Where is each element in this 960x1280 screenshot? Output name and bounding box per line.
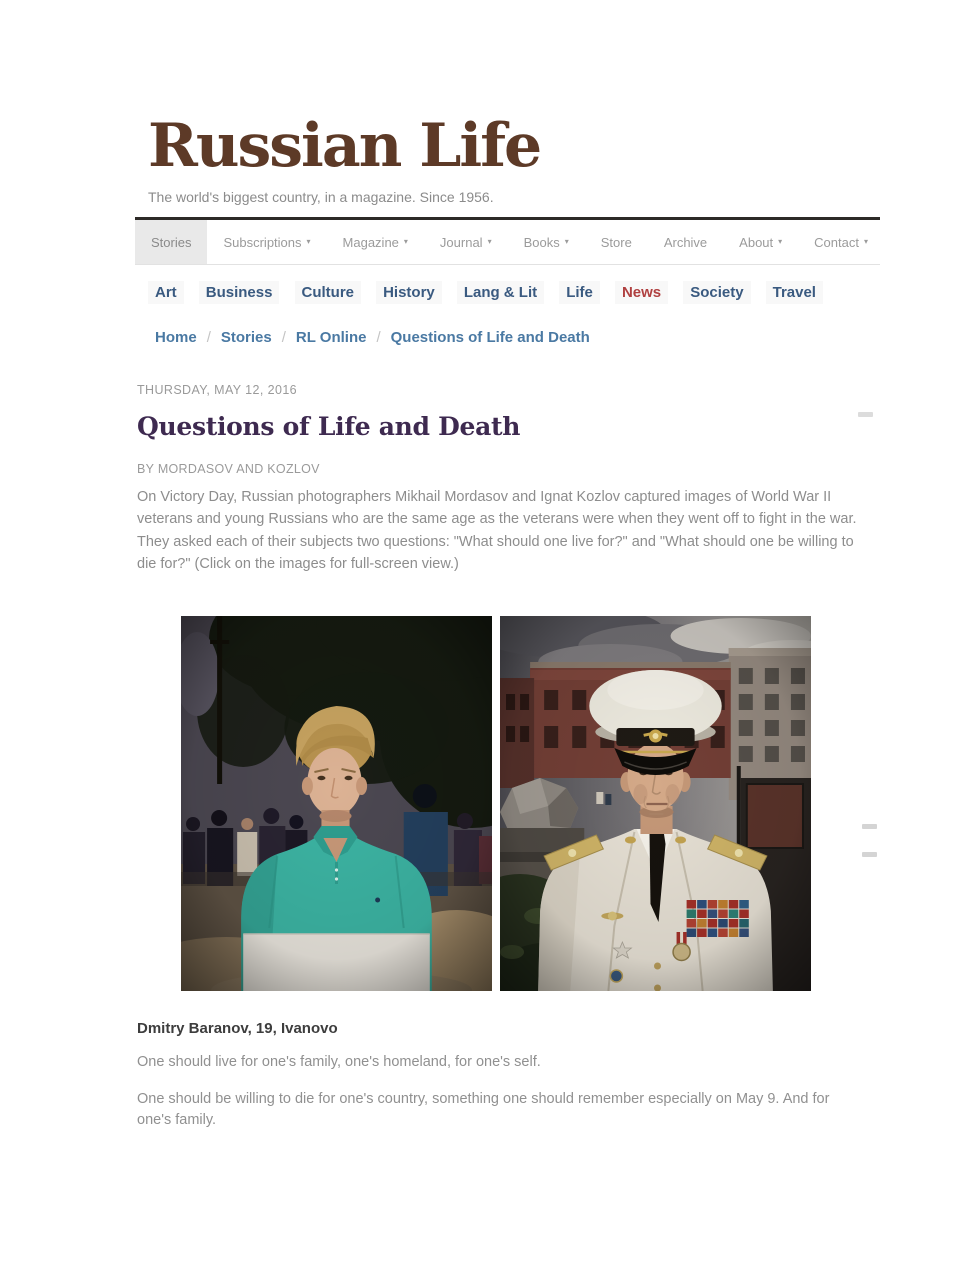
breadcrumb-separator: / (206, 329, 211, 346)
nav-item-store[interactable] (585, 220, 648, 264)
chevron-down-icon: ▾ (564, 237, 569, 246)
chevron-down-icon: ▾ (306, 237, 311, 246)
article-byline: BY MORDASOV AND KOZLOV (137, 462, 320, 476)
category-nav (148, 281, 823, 304)
category-art[interactable]: Art (148, 281, 184, 304)
scroll-marker (862, 824, 877, 829)
nav-item-label: Stories (151, 234, 192, 250)
scroll-marker (858, 412, 873, 417)
nav-item-stories[interactable] (135, 220, 207, 264)
nav-item-archive[interactable] (648, 220, 723, 264)
chevron-down-icon: ▾ (778, 237, 783, 246)
breadcrumb-rl-online[interactable]: RL Online (295, 329, 367, 346)
category-history[interactable]: History (376, 281, 442, 304)
page-title: Questions of Life and Death (137, 412, 521, 441)
nav-item-journal[interactable] (424, 220, 508, 264)
article (137, 383, 880, 1132)
site-tagline: The world's biggest country, in a magazine. Since 1956. (148, 189, 494, 205)
nav-item-label: Subscriptions (223, 234, 302, 250)
breadcrumb-home[interactable]: Home (155, 329, 197, 346)
nav-item-contact[interactable] (798, 220, 884, 264)
breadcrumb-current-page: Questions of Life and Death (390, 329, 590, 346)
site-logo[interactable]: Russian Life (148, 111, 541, 181)
nav-item-books[interactable] (508, 220, 585, 264)
nav-item-label: Books (523, 234, 560, 250)
main-nav (135, 217, 880, 265)
breadcrumb-separator: / (376, 329, 381, 346)
category-life[interactable]: Life (559, 281, 600, 304)
nav-item-subscriptions[interactable] (207, 220, 326, 264)
photo-young-man-portrait[interactable] (181, 616, 492, 991)
nav-item-label: About (739, 234, 774, 250)
answer-die-for: One should be willing to die for one's country, something one should remember especially on May 9. And for one's family. (137, 1090, 830, 1129)
chevron-down-icon: ▾ (863, 237, 868, 246)
chevron-down-icon: ▾ (403, 237, 408, 246)
nav-item-label: Store (600, 234, 632, 250)
category-business[interactable]: Business (199, 281, 280, 304)
breadcrumb-stories[interactable]: Stories (220, 329, 272, 346)
article-intro: On Victory Day, Russian photographers Mikhail Mordasov and Ignat Kozlov captured images of World War II veterans and young Russians who are the same age as the veterans were when they went off to fight in the war. They asked each of their subjects two questions: "What should one live for?" and "What should one be willing to die for?" (Click on the images for full-screen view.) (137, 489, 857, 573)
photo-row (181, 616, 880, 991)
nav-item-magazine[interactable] (327, 220, 424, 264)
category-culture[interactable]: Culture (295, 281, 362, 304)
category-travel[interactable]: Travel (766, 281, 823, 304)
photo-caption: Dmitry Baranov, 19, Ivanovo (137, 1019, 338, 1037)
answer-live-for: One should live for one's family, one's homeland, for one's self. (137, 1053, 541, 1070)
nav-item-label: Contact (814, 234, 859, 250)
nav-item-about[interactable] (723, 220, 798, 264)
article-date: THURSDAY, MAY 12, 2016 (137, 383, 298, 397)
breadcrumb (155, 329, 880, 346)
photo-veteran-portrait[interactable] (500, 616, 811, 991)
nav-item-label: Journal (439, 234, 483, 250)
breadcrumb-separator: / (281, 329, 286, 346)
nav-item-label: Magazine (342, 234, 399, 250)
scroll-marker (862, 852, 877, 857)
chevron-down-icon: ▾ (487, 237, 492, 246)
category-news[interactable]: News (615, 281, 668, 304)
category-lang-lit[interactable]: Lang & Lit (457, 281, 544, 304)
category-society[interactable]: Society (683, 281, 750, 304)
page-container (135, 0, 880, 1132)
nav-item-label: Archive (663, 234, 708, 250)
